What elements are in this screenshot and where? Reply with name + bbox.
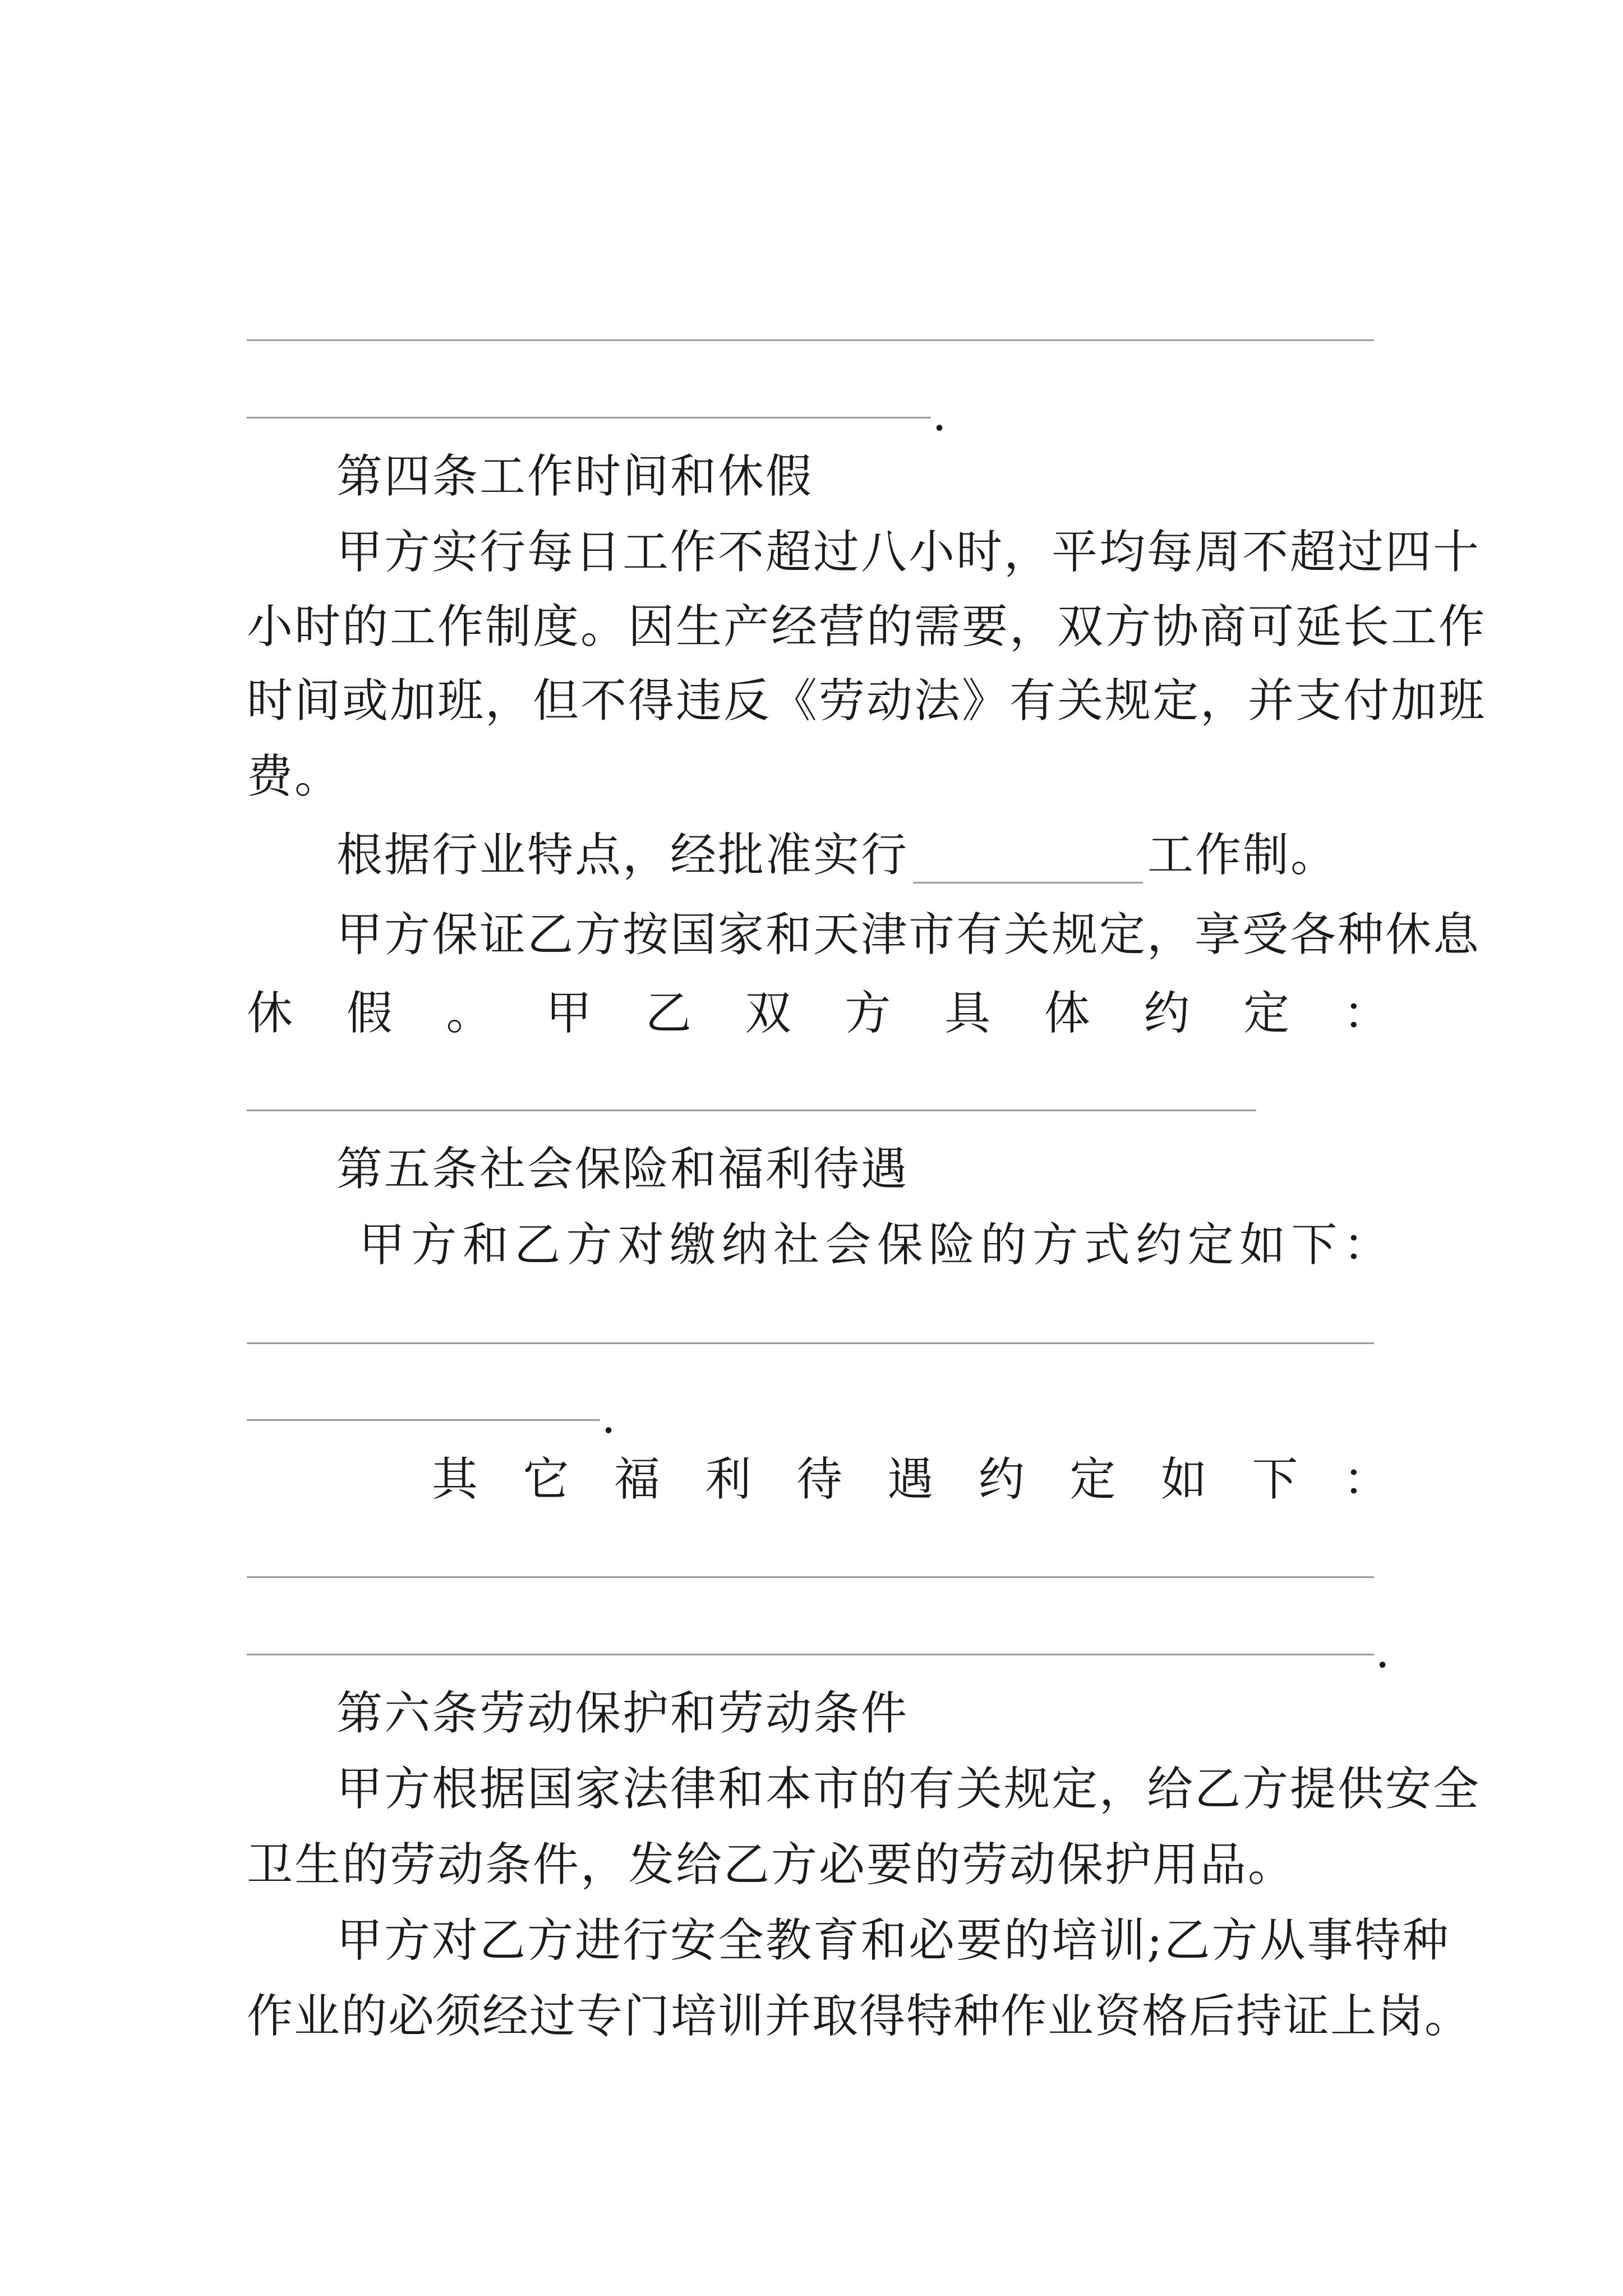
article6-p2-line1: 甲方对乙方进行安全教育和必要的培训;乙方从事特种 bbox=[336, 1914, 1450, 1967]
char: 乙 bbox=[514, 1218, 562, 1272]
article4-p3-spread bbox=[247, 986, 1391, 1042]
char: 和 bbox=[462, 1218, 510, 1272]
char: 甲 bbox=[546, 987, 594, 1040]
char: 对 bbox=[617, 1218, 666, 1272]
article6-p1-line1: 甲方根据国家法律和本市的有关规定，给乙方提供安全 bbox=[336, 1763, 1481, 1816]
article4-heading: 第四条工作时间和休假 bbox=[336, 450, 814, 503]
char: 险 bbox=[928, 1218, 976, 1272]
char: 其 bbox=[432, 1453, 480, 1506]
char: 社 bbox=[773, 1218, 821, 1272]
char: 的 bbox=[980, 1218, 1029, 1272]
char: 如 bbox=[1160, 1453, 1209, 1506]
char: ： bbox=[1343, 987, 1391, 1040]
char: 方 bbox=[1032, 1218, 1080, 1272]
char: 乙 bbox=[645, 987, 693, 1040]
char: 如 bbox=[1239, 1218, 1288, 1272]
article4-p2-after: 工作制。 bbox=[1147, 829, 1339, 882]
char: 方 bbox=[411, 1218, 459, 1272]
article6-heading: 第六条劳动保护和劳动条件 bbox=[336, 1687, 909, 1740]
char: 休 bbox=[247, 987, 295, 1040]
char: 约 bbox=[978, 1453, 1026, 1506]
char: 甲 bbox=[359, 1218, 407, 1272]
article4-p1-line3: 时间或加班，但不得违反《劳动法》有关规定，并支付加班 bbox=[247, 674, 1487, 728]
char: 具 bbox=[944, 987, 993, 1040]
char: 待 bbox=[796, 1453, 844, 1506]
blank-line bbox=[247, 1654, 1374, 1655]
blank-line bbox=[247, 1342, 1374, 1344]
blank-line bbox=[247, 1110, 1256, 1111]
char: 利 bbox=[705, 1453, 753, 1506]
char: 假 bbox=[346, 987, 394, 1040]
char: 方 bbox=[845, 987, 893, 1040]
period: . bbox=[601, 1391, 616, 1444]
period: . bbox=[1375, 1625, 1390, 1678]
char: 定 bbox=[1069, 1453, 1118, 1506]
char: 式 bbox=[1084, 1218, 1132, 1272]
char: 。 bbox=[446, 987, 494, 1040]
char: 定 bbox=[1243, 987, 1292, 1040]
char: 缴 bbox=[670, 1218, 718, 1272]
char: 保 bbox=[877, 1218, 925, 1272]
period: . bbox=[932, 388, 947, 441]
char: 纳 bbox=[721, 1218, 769, 1272]
article4-p3: 甲方保证乙方按国家和天津市有关规定，享受各种休息 bbox=[336, 908, 1481, 961]
blank-line bbox=[247, 1576, 1374, 1578]
article4-p1-line4: 费。 bbox=[247, 750, 343, 803]
char: 它 bbox=[523, 1453, 571, 1506]
work-system-blank bbox=[913, 838, 1143, 884]
char: 定 bbox=[1187, 1218, 1235, 1272]
article4-p1-line2: 小时的工作制度。因生产经营的需要，双方协商可延长工作 bbox=[247, 600, 1487, 654]
char: 福 bbox=[614, 1453, 662, 1506]
article6-p2-line2: 作业的必须经过专门培训并取得特种作业资格后持证上岗。 bbox=[247, 1990, 1472, 2043]
article4-p1-line1: 甲方实行每日工作不超过八小时，平均每周不超过四十 bbox=[336, 526, 1481, 579]
article6-p1-line2: 卫生的劳动条件，发给乙方必要的劳动保护用品。 bbox=[247, 1838, 1296, 1892]
article4-p2 bbox=[336, 827, 1391, 884]
article4-p2-before: 根据行业特点，经批准实行 bbox=[336, 829, 909, 882]
char: 下 bbox=[1252, 1453, 1300, 1506]
char: 约 bbox=[1136, 1218, 1184, 1272]
char: 体 bbox=[1044, 987, 1092, 1040]
char: 会 bbox=[825, 1218, 873, 1272]
char: 双 bbox=[745, 987, 793, 1040]
article5-spread1 bbox=[359, 1217, 1391, 1273]
char: ： bbox=[1343, 1218, 1391, 1272]
blank-line bbox=[247, 417, 931, 418]
char: 遇 bbox=[887, 1453, 935, 1506]
char: 下 bbox=[1291, 1218, 1339, 1272]
char: 约 bbox=[1144, 987, 1192, 1040]
article5-spread2 bbox=[432, 1452, 1391, 1508]
article5-heading: 第五条社会保险和福利待遇 bbox=[336, 1143, 909, 1196]
blank-line bbox=[247, 339, 1374, 341]
char: 方 bbox=[566, 1218, 614, 1272]
blank-line bbox=[247, 1419, 600, 1421]
char: ： bbox=[1343, 1453, 1391, 1506]
